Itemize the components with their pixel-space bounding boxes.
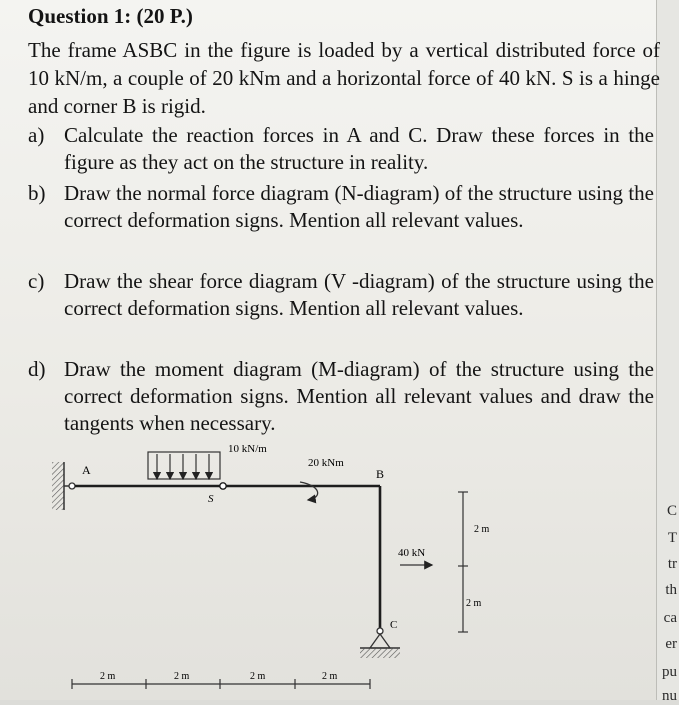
question-title: Question 1: (20 P.) [28,4,193,28]
edge-glyph: th [665,582,677,598]
vertical-dimension [458,492,468,632]
node-s-label: S [208,493,214,505]
edge-glyph: er [665,636,677,652]
horizontal-dim-label: 2 m [322,671,338,682]
part-label: d) [28,357,46,381]
horizontal-dim-label: 2 m [174,671,190,682]
edge-glyph: nu [662,688,677,704]
part-label: c) [28,269,45,293]
question-intro: The frame ASBC in the figure is loaded by a vertical distributed force of 10 kN/m, a couple of 20 kNm and a horizontal force of 40 kN. S is a hinge and corner B is rigid. [28,38,660,118]
hinge-s [220,483,226,489]
horizontal-dim-label: 2 m [250,671,266,682]
edge-glyph: C [666,503,677,519]
edge-glyph: tr [667,556,677,572]
wall-support-a [52,462,75,510]
load-label: 10 kN/m [228,443,267,455]
edge-glyph: pu [662,664,677,680]
part-text: Draw the shear force diagram (V -diagram) of the structure using the correct deformation signs. Mention all relevant values. [64,269,654,320]
frame-members [75,486,380,628]
node-b-label: B [376,467,385,481]
couple-label: 20 kNm [308,457,344,469]
edge-glyph: T [667,530,677,546]
part-text: Calculate the reaction forces in A and C. Draw these forces in the figure as they act on the structure in reality. [64,123,654,174]
distributed-load [148,452,220,479]
node-a-label: A [82,463,91,477]
edge-glyph: ca [663,610,677,626]
horizontal-dim-label: 2 m [100,671,116,682]
part-text: Draw the moment diagram (M-diagram) of the structure using the correct deformation signs. Mention all relevant values and draw the tangents when necessary. [64,357,654,435]
part-text: Draw the normal force diagram (N-diagram) of the structure using the correct deformation signs. Mention all relevant values. [64,181,654,232]
node-c-label: C [390,619,398,631]
pin-support-c [360,628,400,658]
vertical-dim-label: 2 m [466,598,482,609]
part-label: a) [28,123,45,147]
part-label: b) [28,181,46,205]
vertical-dim-label: 2 m [474,524,490,535]
force-label: 40 kN [398,547,426,559]
